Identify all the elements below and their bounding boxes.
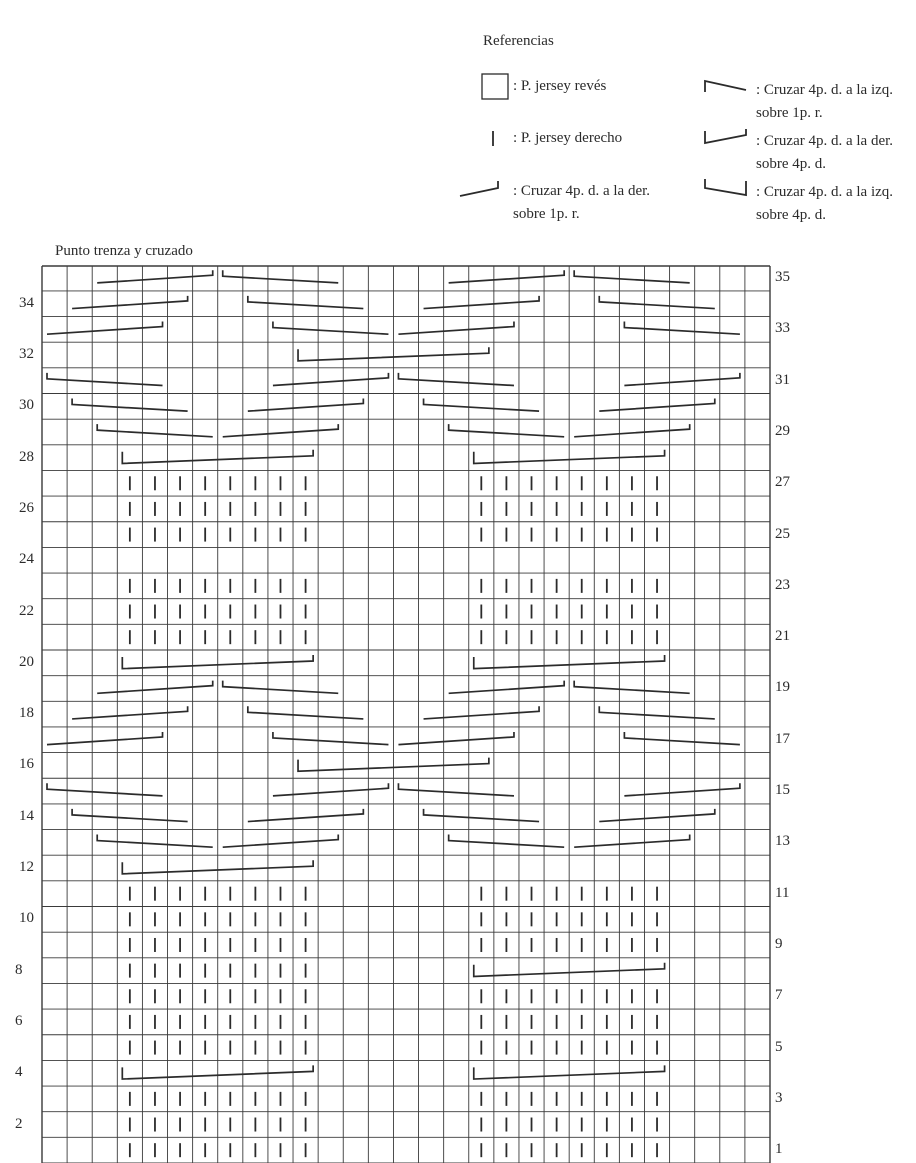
cable-cross-mark: [449, 424, 565, 437]
cable-cross-mark: [223, 424, 339, 437]
cable-cross-mark: [624, 732, 740, 745]
row-number-right: 19: [775, 679, 790, 696]
cable-cross-mark: [97, 681, 213, 694]
cable-cross-mark: [248, 296, 364, 309]
cable-cross-mark: [599, 706, 715, 719]
cable-cross-mark: [223, 270, 339, 283]
row-number-left: 32: [19, 346, 34, 363]
cable-cross-mark: [223, 835, 339, 848]
cable-cross-mark: [248, 706, 364, 719]
cable-cross-mark: [449, 681, 565, 694]
row-number-right: 27: [775, 474, 790, 491]
cable-cross-mark: [574, 424, 690, 437]
row-number-right: 29: [775, 422, 790, 439]
row-number-left: 4: [15, 1064, 23, 1081]
cable-cross-mark: [599, 399, 715, 412]
row-number-right: 35: [775, 269, 790, 286]
cable-cross-mark: [248, 809, 364, 822]
cable-cross-mark: [248, 399, 364, 412]
cable-cross-mark: [273, 322, 389, 335]
row-number-left: 22: [19, 602, 34, 619]
row-number-right: 23: [775, 576, 790, 593]
cable-cross-mark: [398, 783, 514, 796]
cable-cross-mark: [599, 809, 715, 822]
row-number-left: 16: [19, 756, 34, 773]
cable-cross-mark: [624, 322, 740, 335]
cable-cross-mark: [398, 732, 514, 745]
row-number-left: 8: [15, 961, 23, 978]
row-number-left: 14: [19, 807, 34, 824]
cable-cross-mark: [574, 681, 690, 694]
cable-cross-mark: [72, 706, 188, 719]
row-number-left: 24: [19, 551, 34, 568]
row-number-right: 1: [775, 1141, 783, 1158]
legend-title: Referencias: [483, 33, 554, 49]
cable-cross-mark: [449, 270, 565, 283]
row-number-right: 21: [775, 628, 790, 645]
cable-cross-mark: [223, 681, 339, 694]
row-number-left: 2: [15, 1115, 23, 1132]
legend-text-cross-right-purl: : Cruzar 4p. d. a la der. sobre 1p. r.: [513, 183, 651, 222]
cable-cross-mark: [97, 270, 213, 283]
cable-cross-mark: [72, 399, 188, 412]
cable-cross-mark: [398, 373, 514, 386]
cable-cross-mark: [47, 322, 163, 335]
row-number-right: 17: [775, 730, 790, 747]
row-number-left: 26: [19, 499, 34, 516]
cable-cross-mark: [424, 809, 540, 822]
cable-cross-mark: [72, 809, 188, 822]
row-number-left: 34: [19, 294, 34, 311]
cable-cross-mark: [424, 706, 540, 719]
cable-cross-mark: [273, 373, 389, 386]
cable-cross-mark: [624, 783, 740, 796]
row-number-left: 28: [19, 448, 34, 465]
cable-cross-mark: [449, 835, 565, 848]
row-number-right: 33: [775, 320, 790, 337]
legend-text-cross-right-knit: : Cruzar 4p. d. a la der. sobre 4p. d.: [756, 133, 894, 172]
row-number-right: 13: [775, 833, 790, 850]
row-number-left: 6: [15, 1012, 23, 1029]
row-number-left: 12: [19, 859, 34, 876]
legend-text-cross-left-knit: : Cruzar 4p. d. a la izq. sobre 4p. d.: [756, 184, 894, 223]
row-number-right: 9: [775, 935, 783, 952]
chart-title: Punto trenza y cruzado: [55, 243, 193, 259]
cable-cross-mark: [97, 424, 213, 437]
legend-text-knit: : P. jersey derecho: [513, 130, 623, 146]
row-number-left: 10: [19, 910, 34, 927]
cable-cross-mark: [398, 322, 514, 335]
cable-cross-mark: [47, 732, 163, 745]
row-number-right: 3: [775, 1089, 783, 1106]
cable-cross-mark: [72, 296, 188, 309]
row-number-left: 18: [19, 705, 34, 722]
cable-cross-mark: [424, 296, 540, 309]
cable-cross-mark: [574, 270, 690, 283]
cable-cross-mark: [273, 783, 389, 796]
row-number-right: 7: [775, 987, 783, 1004]
row-number-right: 15: [775, 782, 790, 799]
row-number-right: 5: [775, 1038, 783, 1055]
cable-cross-mark: [424, 399, 540, 412]
row-number-right: 25: [775, 525, 790, 542]
cable-cross-mark: [47, 373, 163, 386]
cable-cross-mark: [47, 783, 163, 796]
row-number-right: 31: [775, 371, 790, 388]
row-number-left: 20: [19, 653, 34, 670]
cable-cross-mark: [273, 732, 389, 745]
row-number-right: 11: [775, 884, 790, 901]
row-number-left: 30: [19, 397, 34, 414]
legend-text-cross-left-purl: : Cruzar 4p. d. a la izq. sobre 1p. r.: [756, 82, 894, 121]
cable-cross-mark: [599, 296, 715, 309]
cable-cross-mark: [574, 835, 690, 848]
cable-cross-mark: [97, 835, 213, 848]
cable-cross-mark: [624, 373, 740, 386]
legend-text-purl: : P. jersey revés: [513, 78, 607, 94]
